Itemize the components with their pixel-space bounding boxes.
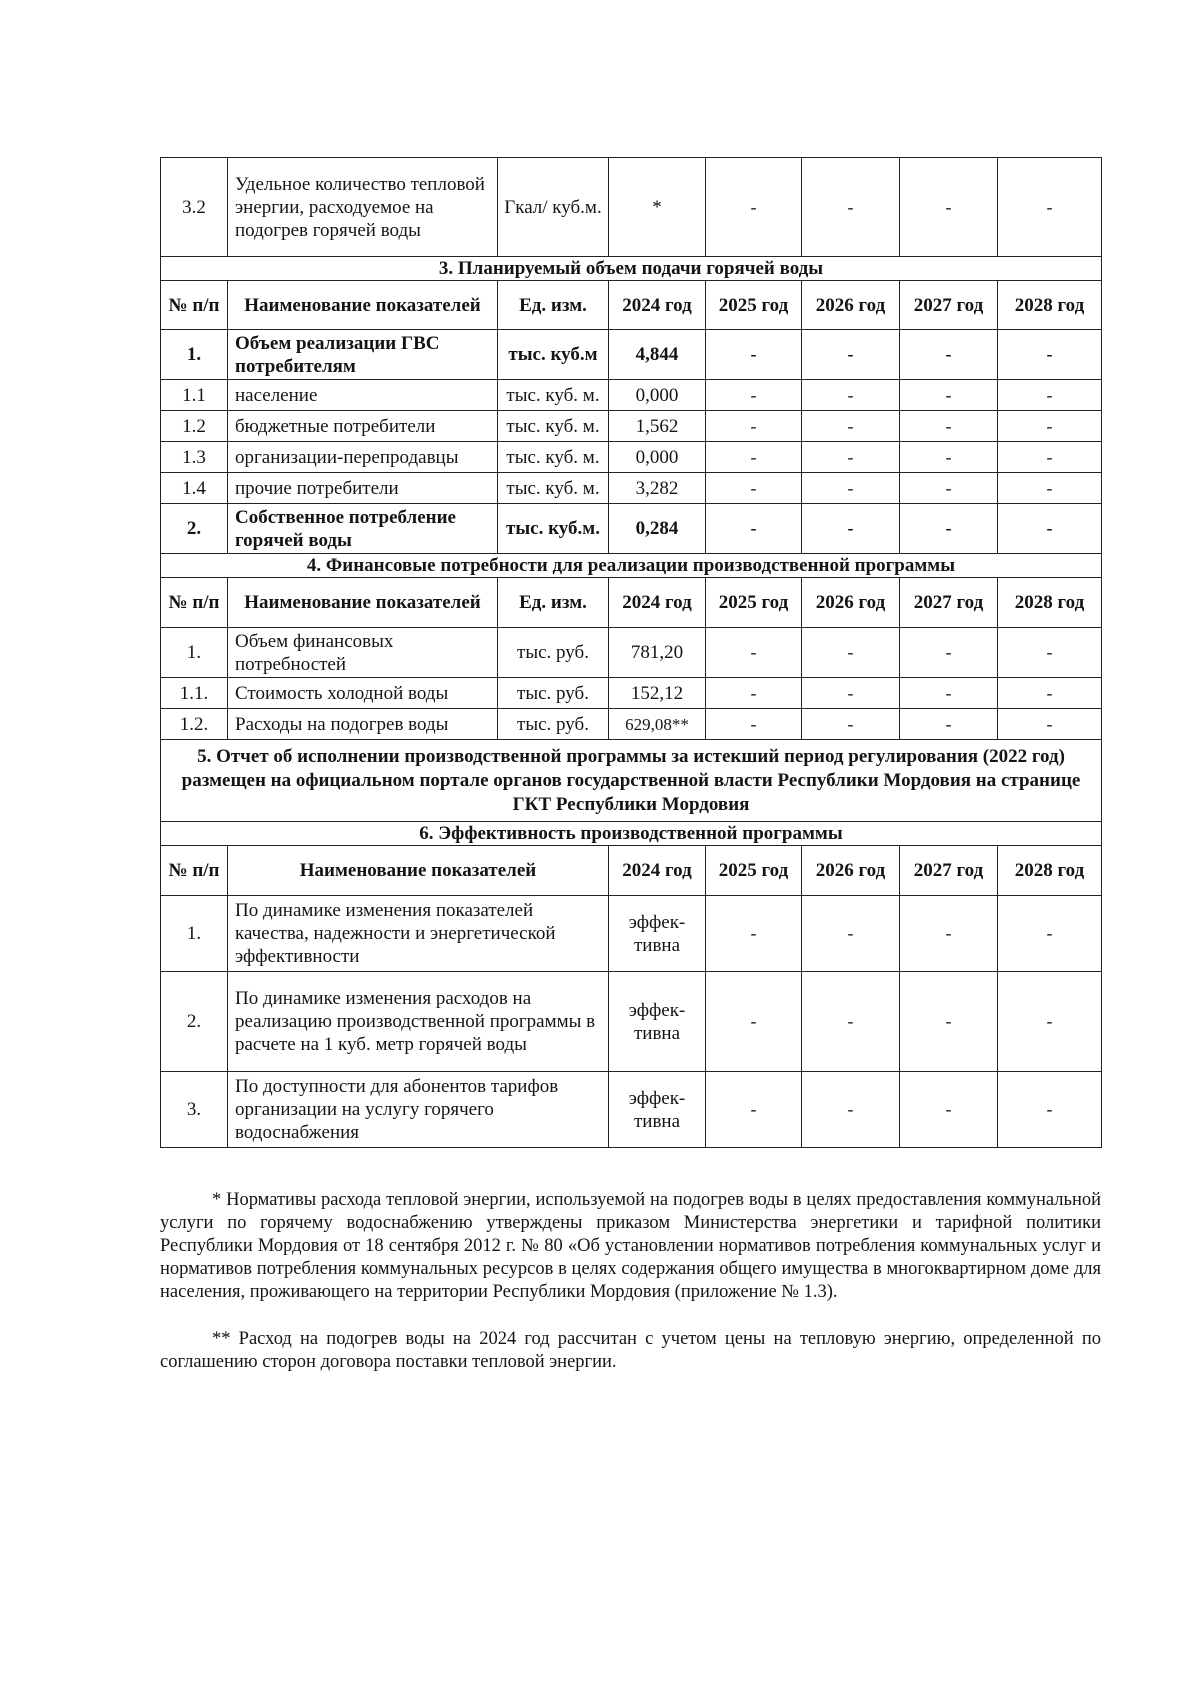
header-year-2025: 2025 год: [706, 846, 802, 896]
value-2026: -: [802, 504, 900, 554]
header-name: Наименование показателей: [228, 846, 609, 896]
value-2024: 0,000: [609, 442, 706, 473]
indicator-name: По динамике изменения расходов на реализацию производственной программы в расчете на 1 куб. метр горячей воды: [228, 972, 609, 1072]
value-2025: -: [706, 158, 802, 257]
value-2028: -: [998, 678, 1102, 709]
value-2024: 781,20: [609, 628, 706, 678]
indicator-name: Собственное потребление горячей воды: [228, 504, 498, 554]
unit: тыс. руб.: [498, 709, 609, 740]
section-5-text: 5. Отчет об исполнении производственной программы за истекший период регулирования (2022 год) размещен на официальном портале органов государственной власти Республики Мордовия на странице ГКТ Республики Мордовия: [161, 740, 1102, 822]
value-2025: -: [706, 330, 802, 380]
value-2027: -: [900, 972, 998, 1072]
row-number: 3.2: [161, 158, 228, 257]
value-2026: -: [802, 442, 900, 473]
value-2024: 4,844: [609, 330, 706, 380]
header-unit: Ед. изм.: [498, 281, 609, 330]
value-2025: -: [706, 411, 802, 442]
table-row: [161, 678, 1102, 709]
value-2024: 0,284: [609, 504, 706, 554]
value-2024: 152,12: [609, 678, 706, 709]
indicator-name: Удельное количество тепловой энергии, расходуемое на подогрев горячей воды: [228, 158, 498, 257]
row-number: 1.: [161, 896, 228, 972]
value-2028: -: [998, 411, 1102, 442]
table-row: [161, 411, 1102, 442]
value-2028: -: [998, 330, 1102, 380]
indicator-name: население: [228, 380, 498, 411]
production-program-table: [160, 157, 1102, 1148]
value-2025: -: [706, 504, 802, 554]
header-year-2026: 2026 год: [802, 281, 900, 330]
row-number: 1.4: [161, 473, 228, 504]
value-2026: -: [802, 678, 900, 709]
section-title-row: [161, 822, 1102, 846]
unit: тыс. куб. м.: [498, 411, 609, 442]
value-2025: -: [706, 628, 802, 678]
header-name: Наименование показателей: [228, 281, 498, 330]
table-header-row: [161, 578, 1102, 628]
table-row: [161, 380, 1102, 411]
section-title-row: [161, 257, 1102, 281]
value-2027: -: [900, 473, 998, 504]
table-row: [161, 709, 1102, 740]
header-unit: Ед. изм.: [498, 578, 609, 628]
table-row: [161, 972, 1102, 1072]
value-2028: -: [998, 1072, 1102, 1148]
section-6-title: 6. Эффективность производственной программы: [161, 822, 1102, 846]
value-2025: -: [706, 896, 802, 972]
header-name: Наименование показателей: [228, 578, 498, 628]
indicator-name: бюджетные потребители: [228, 411, 498, 442]
value-2026: -: [802, 896, 900, 972]
section-5-row: [161, 740, 1102, 822]
footnote-1: * Нормативы расхода тепловой энергии, используемой на подогрев воды в целях предоставления коммунальной услуги по горячему водоснабжению утверждены приказом Министерства энергетики и тарифной политики Республики Мордовия от 18 сентября 2012 г. № 80 «Об установлении нормативов потребления коммунальных услуг и нормативов потребления коммунальных ресурсов в целях содержания общего имущества в многоквартирном доме для населения, проживающего на территории Республики Мордовия (приложение № 1.3).: [160, 1190, 1101, 1302]
value-2025: -: [706, 678, 802, 709]
footnote-2: ** Расход на подогрев воды на 2024 год рассчитан с учетом цены на тепловую энергию, определенной по соглашению сторон договора поставки тепловой энергии.: [160, 1329, 1101, 1372]
indicator-name: Расходы на подогрев воды: [228, 709, 498, 740]
indicator-name: По динамике изменения показателей качества, надежности и энергетической эффективности: [228, 896, 609, 972]
indicator-name: Объем финансовых потребностей: [228, 628, 498, 678]
unit: Гкал/ куб.м.: [498, 158, 609, 257]
unit: тыс. руб.: [498, 628, 609, 678]
value-2026: -: [802, 330, 900, 380]
value-2028: -: [998, 158, 1102, 257]
value-2027: -: [900, 628, 998, 678]
header-year-2027: 2027 год: [900, 281, 998, 330]
value-2027: -: [900, 896, 998, 972]
table-row: [161, 473, 1102, 504]
row-number: 1.1: [161, 380, 228, 411]
header-number: № п/п: [161, 578, 228, 628]
value-2028: -: [998, 896, 1102, 972]
table-row: [161, 330, 1102, 380]
value-2027: -: [900, 1072, 998, 1148]
value-2024: эффек-тивна: [609, 972, 706, 1072]
unit: тыс. куб. м.: [498, 442, 609, 473]
value-2024: 3,282: [609, 473, 706, 504]
header-year-2026: 2026 год: [802, 578, 900, 628]
value-2025: -: [706, 1072, 802, 1148]
table-header-row: [161, 281, 1102, 330]
header-year-2024: 2024 год: [609, 846, 706, 896]
header-year-2024: 2024 год: [609, 578, 706, 628]
value-2025: -: [706, 380, 802, 411]
table-row: [161, 442, 1102, 473]
header-year-2027: 2027 год: [900, 578, 998, 628]
row-number: 2.: [161, 972, 228, 1072]
row-number: 1.2.: [161, 709, 228, 740]
row-number: 2.: [161, 504, 228, 554]
value-2027: -: [900, 380, 998, 411]
section-4-title: 4. Финансовые потребности для реализации производственной программы: [161, 554, 1102, 578]
header-year-2026: 2026 год: [802, 846, 900, 896]
value-2026: -: [802, 411, 900, 442]
value-2025: -: [706, 972, 802, 1072]
row-number: 1.: [161, 628, 228, 678]
value-2024: эффек-тивна: [609, 896, 706, 972]
value-2027: -: [900, 330, 998, 380]
unit: тыс. куб.м: [498, 330, 609, 380]
row-number: 1.: [161, 330, 228, 380]
value-2028: -: [998, 972, 1102, 1072]
header-number: № п/п: [161, 846, 228, 896]
table-row: [161, 158, 1102, 257]
row-number: 1.1.: [161, 678, 228, 709]
header-year-2028: 2028 год: [998, 578, 1102, 628]
section-3-title: 3. Планируемый объем подачи горячей воды: [161, 257, 1102, 281]
value-2026: -: [802, 1072, 900, 1148]
row-number: 1.2: [161, 411, 228, 442]
value-2026: -: [802, 972, 900, 1072]
row-number: 1.3: [161, 442, 228, 473]
value-2027: -: [900, 442, 998, 473]
value-2024: *: [609, 158, 706, 257]
value-2028: -: [998, 709, 1102, 740]
value-2026: -: [802, 380, 900, 411]
value-2026: -: [802, 158, 900, 257]
value-2028: -: [998, 442, 1102, 473]
value-2025: -: [706, 442, 802, 473]
value-2027: -: [900, 411, 998, 442]
indicator-name: Объем реализации ГВС потребителям: [228, 330, 498, 380]
unit: тыс. руб.: [498, 678, 609, 709]
value-2024: 629,08**: [609, 709, 706, 740]
value-2025: -: [706, 473, 802, 504]
table-row: [161, 628, 1102, 678]
value-2025: -: [706, 709, 802, 740]
header-number: № п/п: [161, 281, 228, 330]
value-2028: -: [998, 628, 1102, 678]
value-2028: -: [998, 504, 1102, 554]
unit: тыс. куб. м.: [498, 473, 609, 504]
indicator-name: По доступности для абонентов тарифов организации на услугу горячего водоснабжения: [228, 1072, 609, 1148]
value-2027: -: [900, 158, 998, 257]
value-2027: -: [900, 678, 998, 709]
header-year-2024: 2024 год: [609, 281, 706, 330]
table-row: [161, 504, 1102, 554]
table-row: [161, 896, 1102, 972]
value-2026: -: [802, 709, 900, 740]
value-2027: -: [900, 504, 998, 554]
value-2027: -: [900, 709, 998, 740]
header-year-2028: 2028 год: [998, 281, 1102, 330]
header-year-2025: 2025 год: [706, 578, 802, 628]
header-year-2028: 2028 год: [998, 846, 1102, 896]
value-2028: -: [998, 380, 1102, 411]
indicator-name: организации-перепродавцы: [228, 442, 498, 473]
value-2028: -: [998, 473, 1102, 504]
unit: тыс. куб.м.: [498, 504, 609, 554]
indicator-name: прочие потребители: [228, 473, 498, 504]
value-2024: эффек-тивна: [609, 1072, 706, 1148]
value-2026: -: [802, 473, 900, 504]
unit: тыс. куб. м.: [498, 380, 609, 411]
value-2026: -: [802, 628, 900, 678]
table-row: [161, 1072, 1102, 1148]
header-year-2025: 2025 год: [706, 281, 802, 330]
value-2024: 1,562: [609, 411, 706, 442]
section-title-row: [161, 554, 1102, 578]
header-year-2027: 2027 год: [900, 846, 998, 896]
table-header-row: [161, 846, 1102, 896]
value-2024: 0,000: [609, 380, 706, 411]
indicator-name: Стоимость холодной воды: [228, 678, 498, 709]
row-number: 3.: [161, 1072, 228, 1148]
